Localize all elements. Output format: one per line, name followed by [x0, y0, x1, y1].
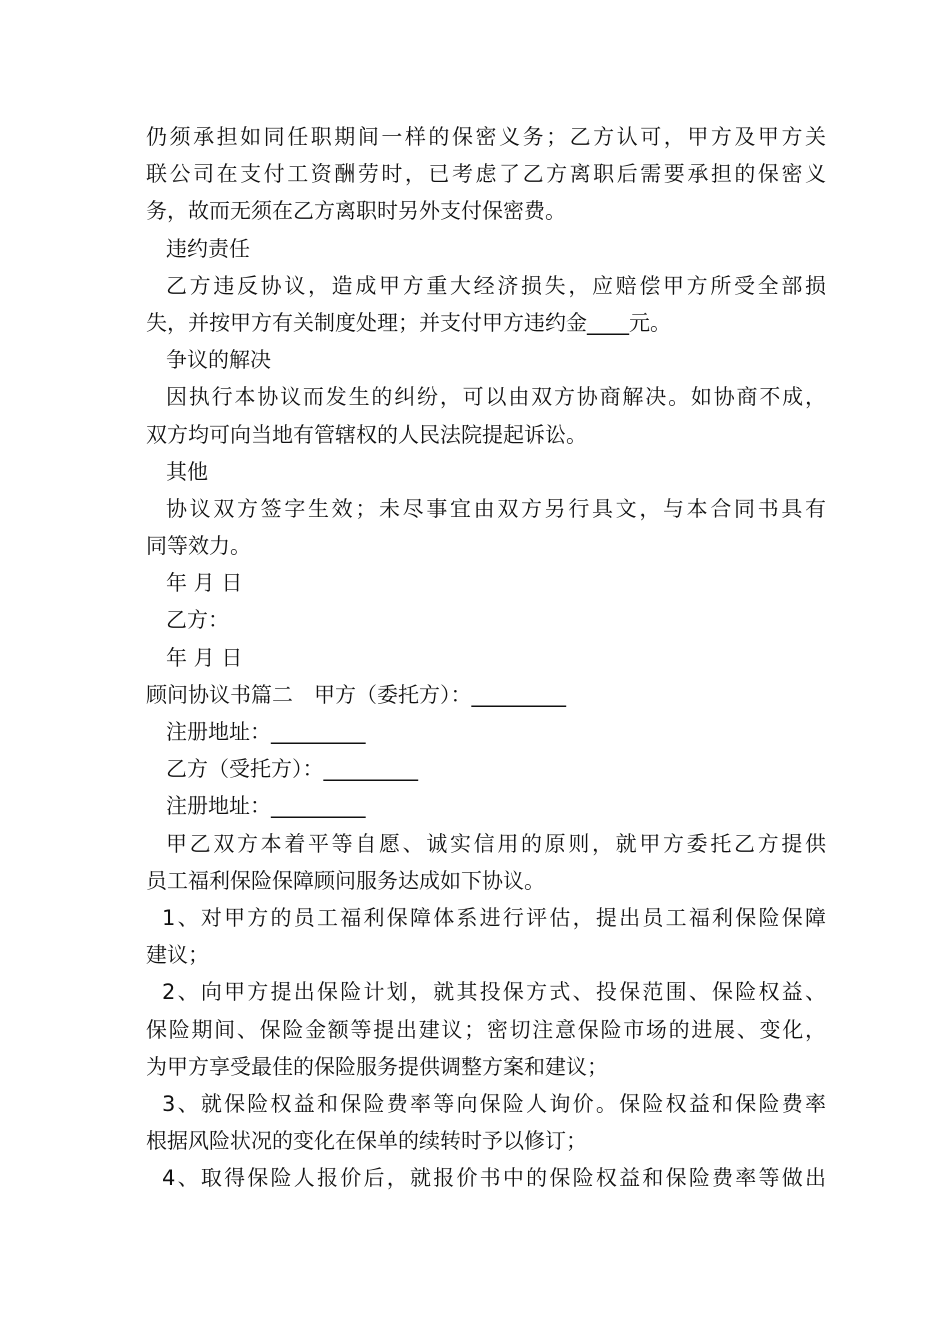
list-item-line: 2、向甲方提出保险计划，就其投保方式、投保范围、保险权益、	[162, 980, 826, 1005]
paragraph-line: 双方均可向当地有管辖权的人民法院提起诉讼。	[146, 422, 587, 447]
address-line: 注册地址：_________	[166, 794, 366, 819]
list-item-line: 4、取得保险人报价后，就报价书中的保险权益和保险费率等做出	[162, 1166, 826, 1191]
paragraph-line: 联公司在支付工资酬劳时，已考虑了乙方离职后需要承担的保密义	[146, 162, 826, 187]
paragraph-line: 员工福利保险保障顾问服务达成如下协议。	[146, 868, 545, 893]
section-heading: 其他	[166, 459, 208, 484]
list-item-line: 为甲方享受最佳的保险服务提供调整方案和建议；	[146, 1054, 608, 1079]
list-item-line: 3、就保险权益和保险费率等向保险人询价。保险权益和保险费率	[162, 1091, 826, 1116]
paragraph-line: 失，并按甲方有关制度处理；并支付甲方违约金____元。	[146, 310, 671, 335]
paragraph-line: 同等效力。	[146, 534, 251, 559]
paragraph-line: 务，故而无须在乙方离职时另外支付保密费。	[146, 199, 566, 224]
address-line: 注册地址：_________	[166, 720, 366, 744]
list-item-line: 建议；	[146, 943, 209, 968]
date-line: 年 月 日	[166, 571, 243, 596]
date-line: 年 月 日	[166, 645, 243, 670]
paragraph-line: 协议双方签字生效；未尽事宜由双方另行具文，与本合同书具有	[166, 496, 826, 521]
document-body	[146, 119, 826, 1197]
paragraph-line: 甲乙双方本着平等自愿、诚实信用的原则，就甲方委托乙方提供	[166, 831, 826, 856]
section-heading: 争议的解决	[166, 348, 271, 373]
party-b-signature-line: 乙方：	[166, 608, 229, 633]
paragraph-line: 仍须承担如同任职期间一样的保密义务；乙方认可，甲方及甲方关	[146, 125, 826, 149]
paragraph-line: 因执行本协议而发生的纠纷，可以由双方协商解决。如协商不成，	[166, 385, 826, 410]
paragraph-line: 乙方违反协议，造成甲方重大经济损失，应赔偿甲方所受全部损	[166, 273, 826, 298]
list-item-line: 根据风险状况的变化在保单的续转时予以修订；	[146, 1129, 587, 1154]
section-heading: 违约责任	[166, 236, 250, 261]
contract-title-line: 顾问协议书篇二 甲方（委托方）：_________	[146, 682, 566, 707]
list-item-line: 1、对甲方的员工福利保障体系进行评估，提出员工福利保险保障	[162, 905, 826, 930]
list-item-line: 保险期间、保险金额等提出建议；密切注意保险市场的进展、变化，	[146, 1017, 826, 1042]
party-b-line: 乙方（受托方）：_________	[166, 757, 418, 782]
